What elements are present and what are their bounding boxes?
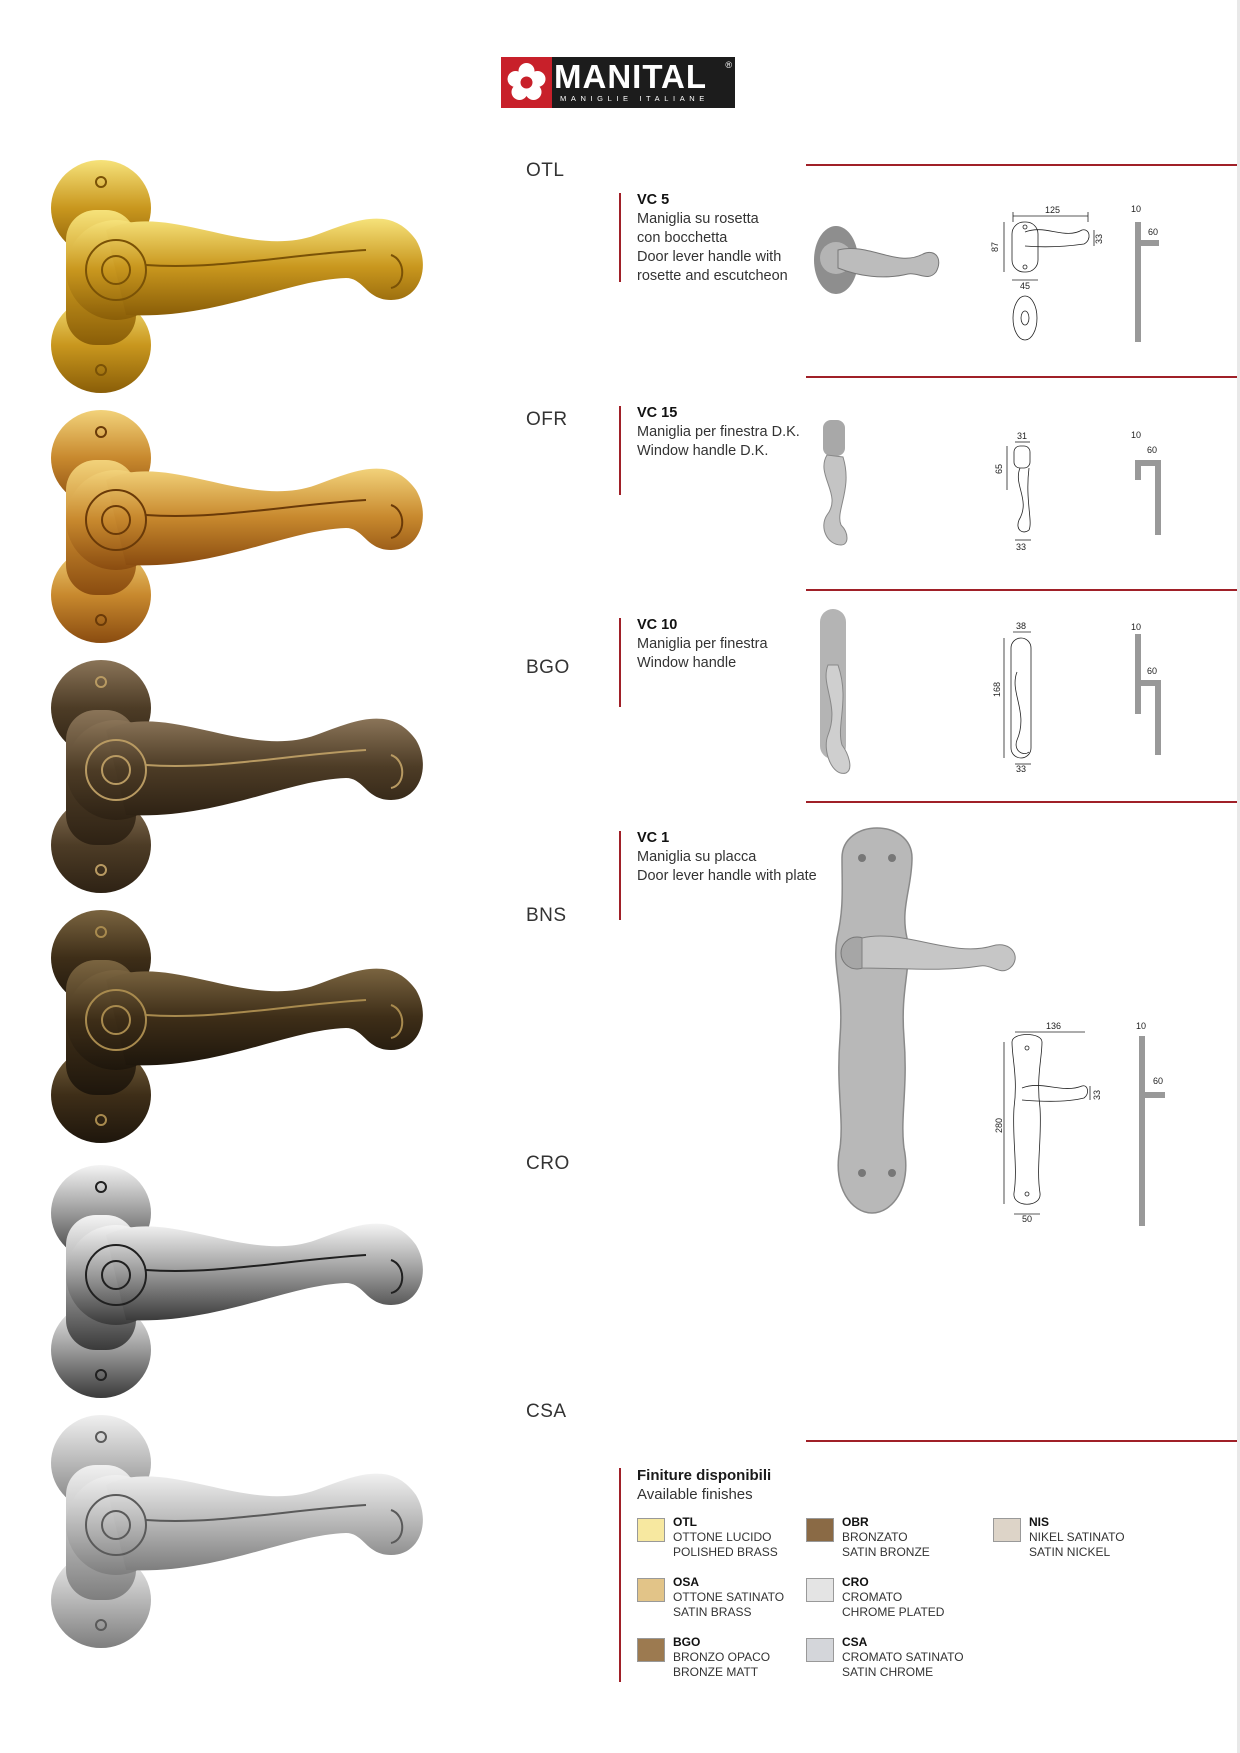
registered-mark: ®	[725, 60, 732, 70]
dim-label: 60	[1147, 445, 1158, 455]
section-divider	[806, 801, 1240, 803]
dim-label: 31	[1017, 431, 1028, 441]
product-vc5	[637, 191, 788, 286]
section-divider	[806, 164, 1240, 166]
legend-title-it: Finiture disponibili	[637, 1467, 772, 1484]
dim-label: 280	[994, 1117, 1004, 1133]
swatch	[637, 1638, 665, 1662]
handle-photo-cro	[51, 1165, 423, 1398]
dim-label: 65	[994, 463, 1004, 474]
product-desc-line: Maniglia su rosetta	[637, 211, 759, 227]
flower-icon	[501, 57, 552, 108]
swatch	[637, 1518, 665, 1542]
product-vc1	[637, 829, 817, 886]
dim-label: 60	[1148, 227, 1159, 237]
section-divider	[806, 589, 1240, 591]
dim-label: 38	[1016, 621, 1027, 631]
dim-label: 50	[1022, 1214, 1033, 1224]
dim-label: 33	[1094, 233, 1104, 244]
brand-tagline: MANIGLIE ITALIANE	[560, 94, 709, 103]
product-desc-line: con bocchetta	[637, 230, 728, 246]
handle-photo-csa	[51, 1415, 423, 1648]
finish-code-label: BNS	[526, 905, 567, 926]
swatch	[806, 1638, 834, 1662]
finish-code-label: CSA	[526, 1401, 567, 1422]
dim-label: 60	[1153, 1076, 1164, 1086]
legend-marker	[619, 1468, 621, 1682]
technical-drawing-vc15	[995, 430, 1175, 555]
product-code: VC 5	[637, 192, 670, 208]
dim-label: 10	[1136, 1021, 1147, 1031]
product-code: VC 1	[637, 830, 670, 846]
technical-drawing-vc10	[992, 621, 1175, 774]
product-desc-line: rosette and escutcheon	[637, 268, 788, 284]
product-desc-line: Maniglia per finestra D.K.	[637, 424, 800, 440]
finish-code-label: OFR	[526, 409, 568, 430]
dim-label: 60	[1147, 666, 1158, 676]
technical-drawing-vc1	[990, 1018, 1190, 1223]
swatch	[993, 1518, 1021, 1542]
product-desc-line: Maniglia su placca	[637, 849, 757, 865]
product-marker	[619, 831, 621, 920]
product-marker	[619, 193, 621, 282]
swatch	[806, 1518, 834, 1542]
product-marker	[619, 618, 621, 707]
section-divider	[806, 1440, 1240, 1442]
dim-label: 33	[1016, 542, 1027, 552]
legend-title	[637, 1466, 771, 1504]
section-divider	[806, 376, 1240, 378]
product-desc-line: Door lever handle with	[637, 249, 782, 265]
dim-label: 10	[1131, 204, 1142, 214]
product-photo-vc5	[808, 210, 948, 310]
dim-label: 125	[1045, 205, 1061, 215]
product-desc-line: Maniglia per finestra	[637, 636, 768, 652]
finish-code-label: BGO	[526, 657, 570, 678]
dim-label: 45	[1020, 281, 1031, 291]
product-desc-line: Door lever handle with plate	[637, 868, 817, 884]
dim-label: 168	[992, 681, 1002, 697]
handle-photo-bgo	[51, 660, 423, 893]
dim-label: 10	[1131, 430, 1142, 440]
handle-photo-bns	[51, 910, 423, 1143]
dim-label: 33	[1092, 1089, 1102, 1100]
product-vc10	[637, 616, 768, 673]
product-code: VC 10	[637, 617, 678, 633]
product-desc-line: Window handle	[637, 655, 737, 671]
product-vc15	[637, 404, 800, 461]
product-photo-vc15	[805, 415, 865, 560]
swatch	[806, 1578, 834, 1602]
handle-photos-column	[36, 150, 466, 1660]
brand-name: MANITAL	[554, 58, 708, 95]
finish-code-label: CRO	[526, 1153, 570, 1174]
swatch	[637, 1578, 665, 1602]
finish-code-label: OTL	[526, 160, 565, 181]
legend-title-en: Available finishes	[637, 1486, 753, 1503]
product-desc-line: Window handle D.K.	[637, 443, 769, 459]
product-marker	[619, 406, 621, 495]
handle-photo-otl	[51, 160, 423, 393]
dim-label: 87	[990, 241, 1000, 252]
product-photo-vc10	[812, 605, 862, 780]
dim-label: 10	[1131, 622, 1142, 632]
technical-drawing-vc5	[990, 200, 1170, 360]
dim-label: 33	[1016, 764, 1027, 774]
product-code: VC 15	[637, 405, 678, 421]
brand-logo	[501, 57, 735, 108]
handle-photo-ofr	[51, 410, 423, 643]
dim-label: 136	[1046, 1021, 1062, 1031]
